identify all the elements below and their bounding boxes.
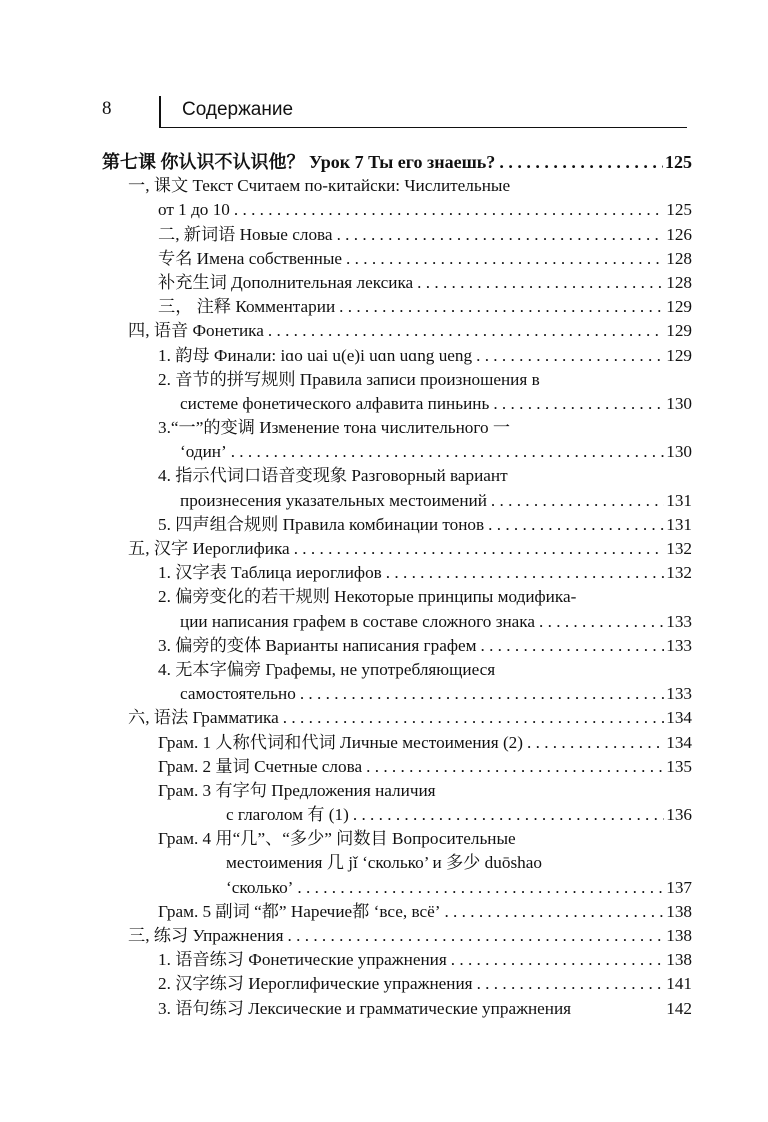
toc-entry-label: 5. 四声组合规则 Правила комбинации тонов bbox=[158, 514, 485, 534]
toc-entry bbox=[102, 924, 692, 948]
dot-leader bbox=[480, 634, 664, 658]
dot-leader bbox=[539, 610, 664, 634]
table-of-contents bbox=[102, 150, 692, 1021]
toc-entry bbox=[102, 368, 692, 392]
header-rule bbox=[159, 127, 687, 128]
toc-entry-label: 3.“一”的变调 Изменение тона числительного 一 bbox=[158, 418, 511, 438]
dot-leader bbox=[234, 198, 664, 222]
toc-entry-label: ‘один’ bbox=[180, 442, 227, 462]
toc-entry bbox=[102, 900, 692, 924]
toc-entry-page: 133 bbox=[666, 611, 692, 631]
toc-entry-label: 专名 Имена собственные bbox=[158, 248, 343, 268]
toc-entry-label: 1. 汉字表 Таблица иероглифов bbox=[158, 563, 382, 583]
toc-entry-label: 三, 练习 Упражнения bbox=[128, 926, 284, 945]
toc-entry-page: 138 bbox=[666, 950, 692, 970]
toc-entry-page: 138 bbox=[666, 901, 692, 921]
dot-leader bbox=[451, 948, 664, 972]
toc-entry-label: Грам. 5 副词 “都” Наречие都 ‘все, всё’ bbox=[158, 901, 441, 921]
toc-entry bbox=[102, 174, 692, 198]
toc-entry-label: 三， 注释 Комментарии bbox=[158, 297, 336, 317]
toc-entry bbox=[102, 489, 692, 513]
dot-leader bbox=[297, 876, 664, 900]
toc-entry-label: с глаголом 有 (1) bbox=[226, 805, 349, 825]
toc-entry-page: 128 bbox=[666, 272, 692, 292]
toc-entry bbox=[102, 247, 692, 271]
toc-entry bbox=[102, 851, 692, 875]
toc-entry-page: 130 bbox=[666, 442, 692, 462]
toc-entry-label: ‘сколько’ bbox=[226, 877, 294, 897]
toc-entry-label: 补充生词 Дополнительная лексика bbox=[158, 272, 414, 292]
toc-entry-page: 128 bbox=[666, 248, 692, 268]
dot-leader bbox=[353, 803, 664, 827]
dot-leader bbox=[294, 537, 665, 561]
toc-entry-label: произнесения указательных местоимений bbox=[180, 490, 487, 510]
toc-entry-page: 138 bbox=[666, 926, 692, 945]
toc-entry bbox=[102, 440, 692, 464]
toc-entry-page: 134 bbox=[666, 732, 692, 752]
dot-leader bbox=[417, 271, 664, 295]
toc-entry-label: самостоятельно bbox=[180, 684, 296, 704]
toc-entry bbox=[102, 344, 692, 368]
dot-leader bbox=[386, 561, 664, 585]
toc-entry-page: 131 bbox=[666, 490, 692, 510]
dot-leader bbox=[346, 247, 664, 271]
toc-entry-label: системе фонетического алфавита пиньинь bbox=[180, 393, 490, 413]
dot-leader bbox=[283, 706, 664, 730]
dot-leader bbox=[499, 150, 663, 174]
toc-entry bbox=[102, 779, 692, 803]
toc-entry-label: Грам. 2 量词 Счетные слова bbox=[158, 756, 363, 776]
toc-entry bbox=[102, 948, 692, 972]
toc-entry-page: 129 bbox=[666, 297, 692, 317]
toc-entry-label: 1. 韵母 Финали: iɑo uai u(e)i uɑn uɑng ueng bbox=[158, 345, 473, 365]
toc-entry-page: 133 bbox=[666, 635, 692, 655]
dot-leader bbox=[493, 392, 664, 416]
toc-entry-label: 3. 语句练习 Лексические и грамматические упражнения bbox=[158, 998, 572, 1018]
dot-leader bbox=[491, 489, 664, 513]
toc-entry bbox=[102, 295, 692, 319]
dot-leader bbox=[300, 682, 664, 706]
toc-entry-label: 六, 语法 Грамматика bbox=[128, 708, 279, 728]
toc-entry-page: 125 bbox=[666, 200, 692, 220]
dot-leader bbox=[268, 319, 664, 343]
toc-entry bbox=[102, 658, 692, 682]
dot-leader bbox=[288, 924, 665, 948]
toc-entry bbox=[102, 876, 692, 900]
dot-leader bbox=[444, 900, 664, 924]
dot-leader bbox=[366, 755, 664, 779]
toc-entry-label: 4. 指示代词口语音变现象 Разговорный вариант bbox=[158, 466, 508, 486]
toc-entry bbox=[102, 416, 692, 440]
dot-leader bbox=[488, 513, 664, 537]
toc-entry-label: 四, 语音 Фонетика bbox=[128, 321, 264, 341]
page-number: 8 bbox=[102, 98, 112, 119]
toc-entry-label: Грам. 3 有字句 Предложения наличия bbox=[158, 780, 436, 800]
toc-entry-page: 132 bbox=[666, 539, 692, 558]
toc-entry-label: местоимения 几 jǐ ‘сколько’ и 多少 duōshao bbox=[226, 853, 542, 873]
toc-entry-label: 4. 无本字偏旁 Графемы, не употребляющиеся bbox=[158, 659, 496, 679]
toc-entry-label: 五, 汉字 Иероглифика bbox=[128, 539, 290, 558]
toc-entry-page: 132 bbox=[666, 563, 692, 583]
toc-entry-label: 第七课 你认识不认识他？ Урок 7 Ты его знаешь? bbox=[102, 152, 496, 172]
dot-leader bbox=[476, 344, 664, 368]
toc-entry-label: от 1 до 10 bbox=[158, 200, 230, 220]
toc-entry-label: Грам. 4 用“几”、“多少” 问数目 Вопросительные bbox=[158, 829, 516, 849]
toc-entry-page: 133 bbox=[666, 684, 692, 704]
toc-entry-page: 142 bbox=[666, 998, 692, 1018]
toc-entry bbox=[102, 827, 692, 851]
toc-entry-label: 2. 汉字练习 Иероглифические упражнения bbox=[158, 974, 473, 994]
toc-entry-page: 135 bbox=[666, 756, 692, 776]
dot-leader bbox=[337, 223, 665, 247]
running-title: Содержание bbox=[182, 99, 294, 120]
header-divider bbox=[159, 96, 161, 128]
toc-entry-label: 2. 音节的拼写规则 Правила записи произношения в bbox=[158, 369, 540, 389]
toc-entry-page: 134 bbox=[666, 708, 692, 728]
toc-entry bbox=[102, 755, 692, 779]
toc-entry-page: 126 bbox=[666, 224, 692, 244]
toc-entry bbox=[102, 634, 692, 658]
toc-entry bbox=[102, 997, 692, 1021]
dot-leader bbox=[477, 972, 665, 996]
toc-entry bbox=[102, 464, 692, 488]
toc-entry bbox=[102, 803, 692, 827]
toc-entry-label: 1. 语音练习 Фонетические упражнения bbox=[158, 950, 447, 970]
toc-entry-page: 136 bbox=[666, 805, 692, 825]
toc-entry bbox=[102, 561, 692, 585]
page-header bbox=[102, 96, 686, 128]
toc-entry-label: ции написания графем в составе сложного знака bbox=[180, 611, 536, 631]
dot-leader bbox=[231, 440, 665, 464]
toc-entry-page: 137 bbox=[666, 877, 692, 897]
toc-entry-page: 129 bbox=[666, 321, 692, 341]
toc-entry bbox=[102, 731, 692, 755]
toc-entry bbox=[102, 682, 692, 706]
toc-entry-label: 二, 新词语 Новые слова bbox=[158, 224, 333, 244]
toc-entry bbox=[102, 537, 692, 561]
toc-entry bbox=[102, 198, 692, 222]
toc-entry bbox=[102, 610, 692, 634]
toc-entry bbox=[102, 319, 692, 343]
toc-entry-page: 129 bbox=[666, 345, 692, 365]
toc-entry-label: 2. 偏旁变化的若干规则 Некоторые принципы модифика- bbox=[158, 587, 577, 607]
toc-entry bbox=[102, 223, 692, 247]
toc-entry-page: 125 bbox=[665, 152, 692, 172]
toc-entry bbox=[102, 513, 692, 537]
dot-leader bbox=[339, 295, 664, 319]
toc-entry bbox=[102, 150, 692, 174]
toc-entry bbox=[102, 271, 692, 295]
toc-entry bbox=[102, 392, 692, 416]
dot-leader bbox=[527, 731, 664, 755]
toc-entry-label: 3. 偏旁的变体 Варианты написания графем bbox=[158, 635, 477, 655]
toc-entry-label: 一, 课文 Текст Считаем по-китайски: Числительные bbox=[128, 176, 511, 196]
toc-entry-page: 141 bbox=[666, 974, 692, 994]
toc-entry bbox=[102, 972, 692, 996]
toc-entry bbox=[102, 706, 692, 730]
toc-entry bbox=[102, 585, 692, 609]
toc-entry-page: 131 bbox=[666, 514, 692, 534]
toc-entry-label: Грам. 1 人称代词和代词 Личные местоимения (2) bbox=[158, 732, 523, 752]
toc-entry-page: 130 bbox=[666, 393, 692, 413]
